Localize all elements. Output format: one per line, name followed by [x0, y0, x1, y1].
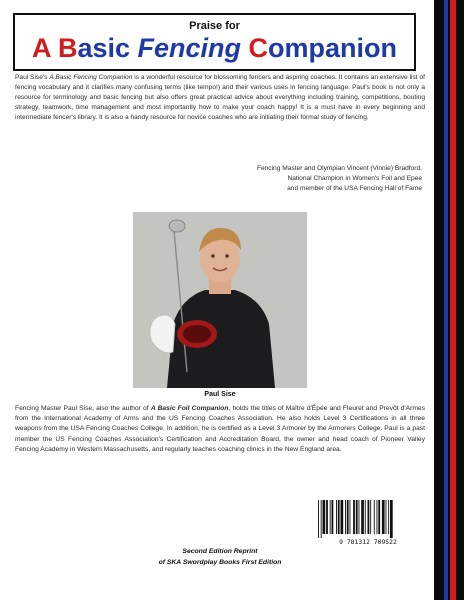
title-part: B	[57, 33, 78, 63]
author-bio	[15, 404, 425, 455]
quote-text: is a wonderful resource for blossoming fencers and aspiring coaches. It contains an extensive list of fencing vocabulary and it clarifies many confusing terms (like tempo!) and their various uses in fencing language. Paul's book is not only a resource for terminology and basic fencing but also offers great practical advice about everything including training, competitions, bouting strategy, teamwork, time management and most importantly how to make your coach happy! It is a must have in every beginning and intermediate fencer's library. It is also a handy resource for novice coaches who are initiating their formal study of fencing.	[15, 74, 426, 122]
title-part: Fencing	[137, 33, 242, 63]
edition-line-2: of SKA Swordplay Books First Edition	[158, 559, 282, 566]
photo-caption: Paul Sise	[204, 391, 236, 398]
edition-line-1: Second Edition Reprint	[182, 548, 258, 555]
attribution-line: National Champion in Women's Foil and Epee	[287, 175, 422, 183]
bio-prefix: Fencing Master Paul Sise, also the author of	[15, 405, 151, 412]
title-part: asic	[77, 33, 138, 63]
edition-note	[140, 546, 300, 568]
title-part: C	[248, 33, 269, 63]
spine-blue-stripe	[444, 0, 448, 600]
spine-black-stripe	[434, 0, 464, 600]
quote-book-title: A Basic Fencing Companion	[49, 74, 133, 81]
attribution-line: and member of the USA Fencing Hall of Fame	[287, 185, 422, 193]
praise-label: Praise for	[189, 20, 240, 32]
title-part	[241, 33, 249, 63]
spine-red-stripe	[450, 0, 456, 600]
book-title	[15, 35, 414, 62]
title-part: ompanion	[268, 33, 398, 63]
bio-text: , holds the titles of Maître d'Épée and Fleuret and Prevôt d'Armes from the International Academy of Arms and the US Fencing Coaches Association. He also holds Level 3 Certifications in all three weapons from the USA Fencing Coaches College. In addition, he is certified as a Level 3 Armorer by the Armorers College. Paul is a past member the US Fencing Coaches Association's Certification and Accreditation Board, the owner and head coach of Pioneer Valley Fencing Academy in Western Massachusetts, and regularly teaches coaching clinics in the New England area.	[15, 405, 425, 453]
author-photo-illustration	[133, 212, 307, 388]
bio-book-title: A Basic Foil Companion	[150, 405, 229, 412]
barcode-bars	[314, 500, 422, 538]
title-part: A	[31, 33, 58, 63]
title-box	[13, 13, 416, 71]
quote-prefix: Paul Sise's	[15, 74, 50, 81]
barcode-digits: 9 781312 709522	[339, 538, 397, 546]
isbn-barcode	[314, 500, 422, 550]
attribution-line: Fencing Master and Olympian Vincent (Vinnie) Bradford,	[256, 165, 422, 172]
author-photo	[133, 212, 307, 388]
praise-quote	[15, 73, 425, 123]
quote-attribution	[200, 164, 422, 194]
